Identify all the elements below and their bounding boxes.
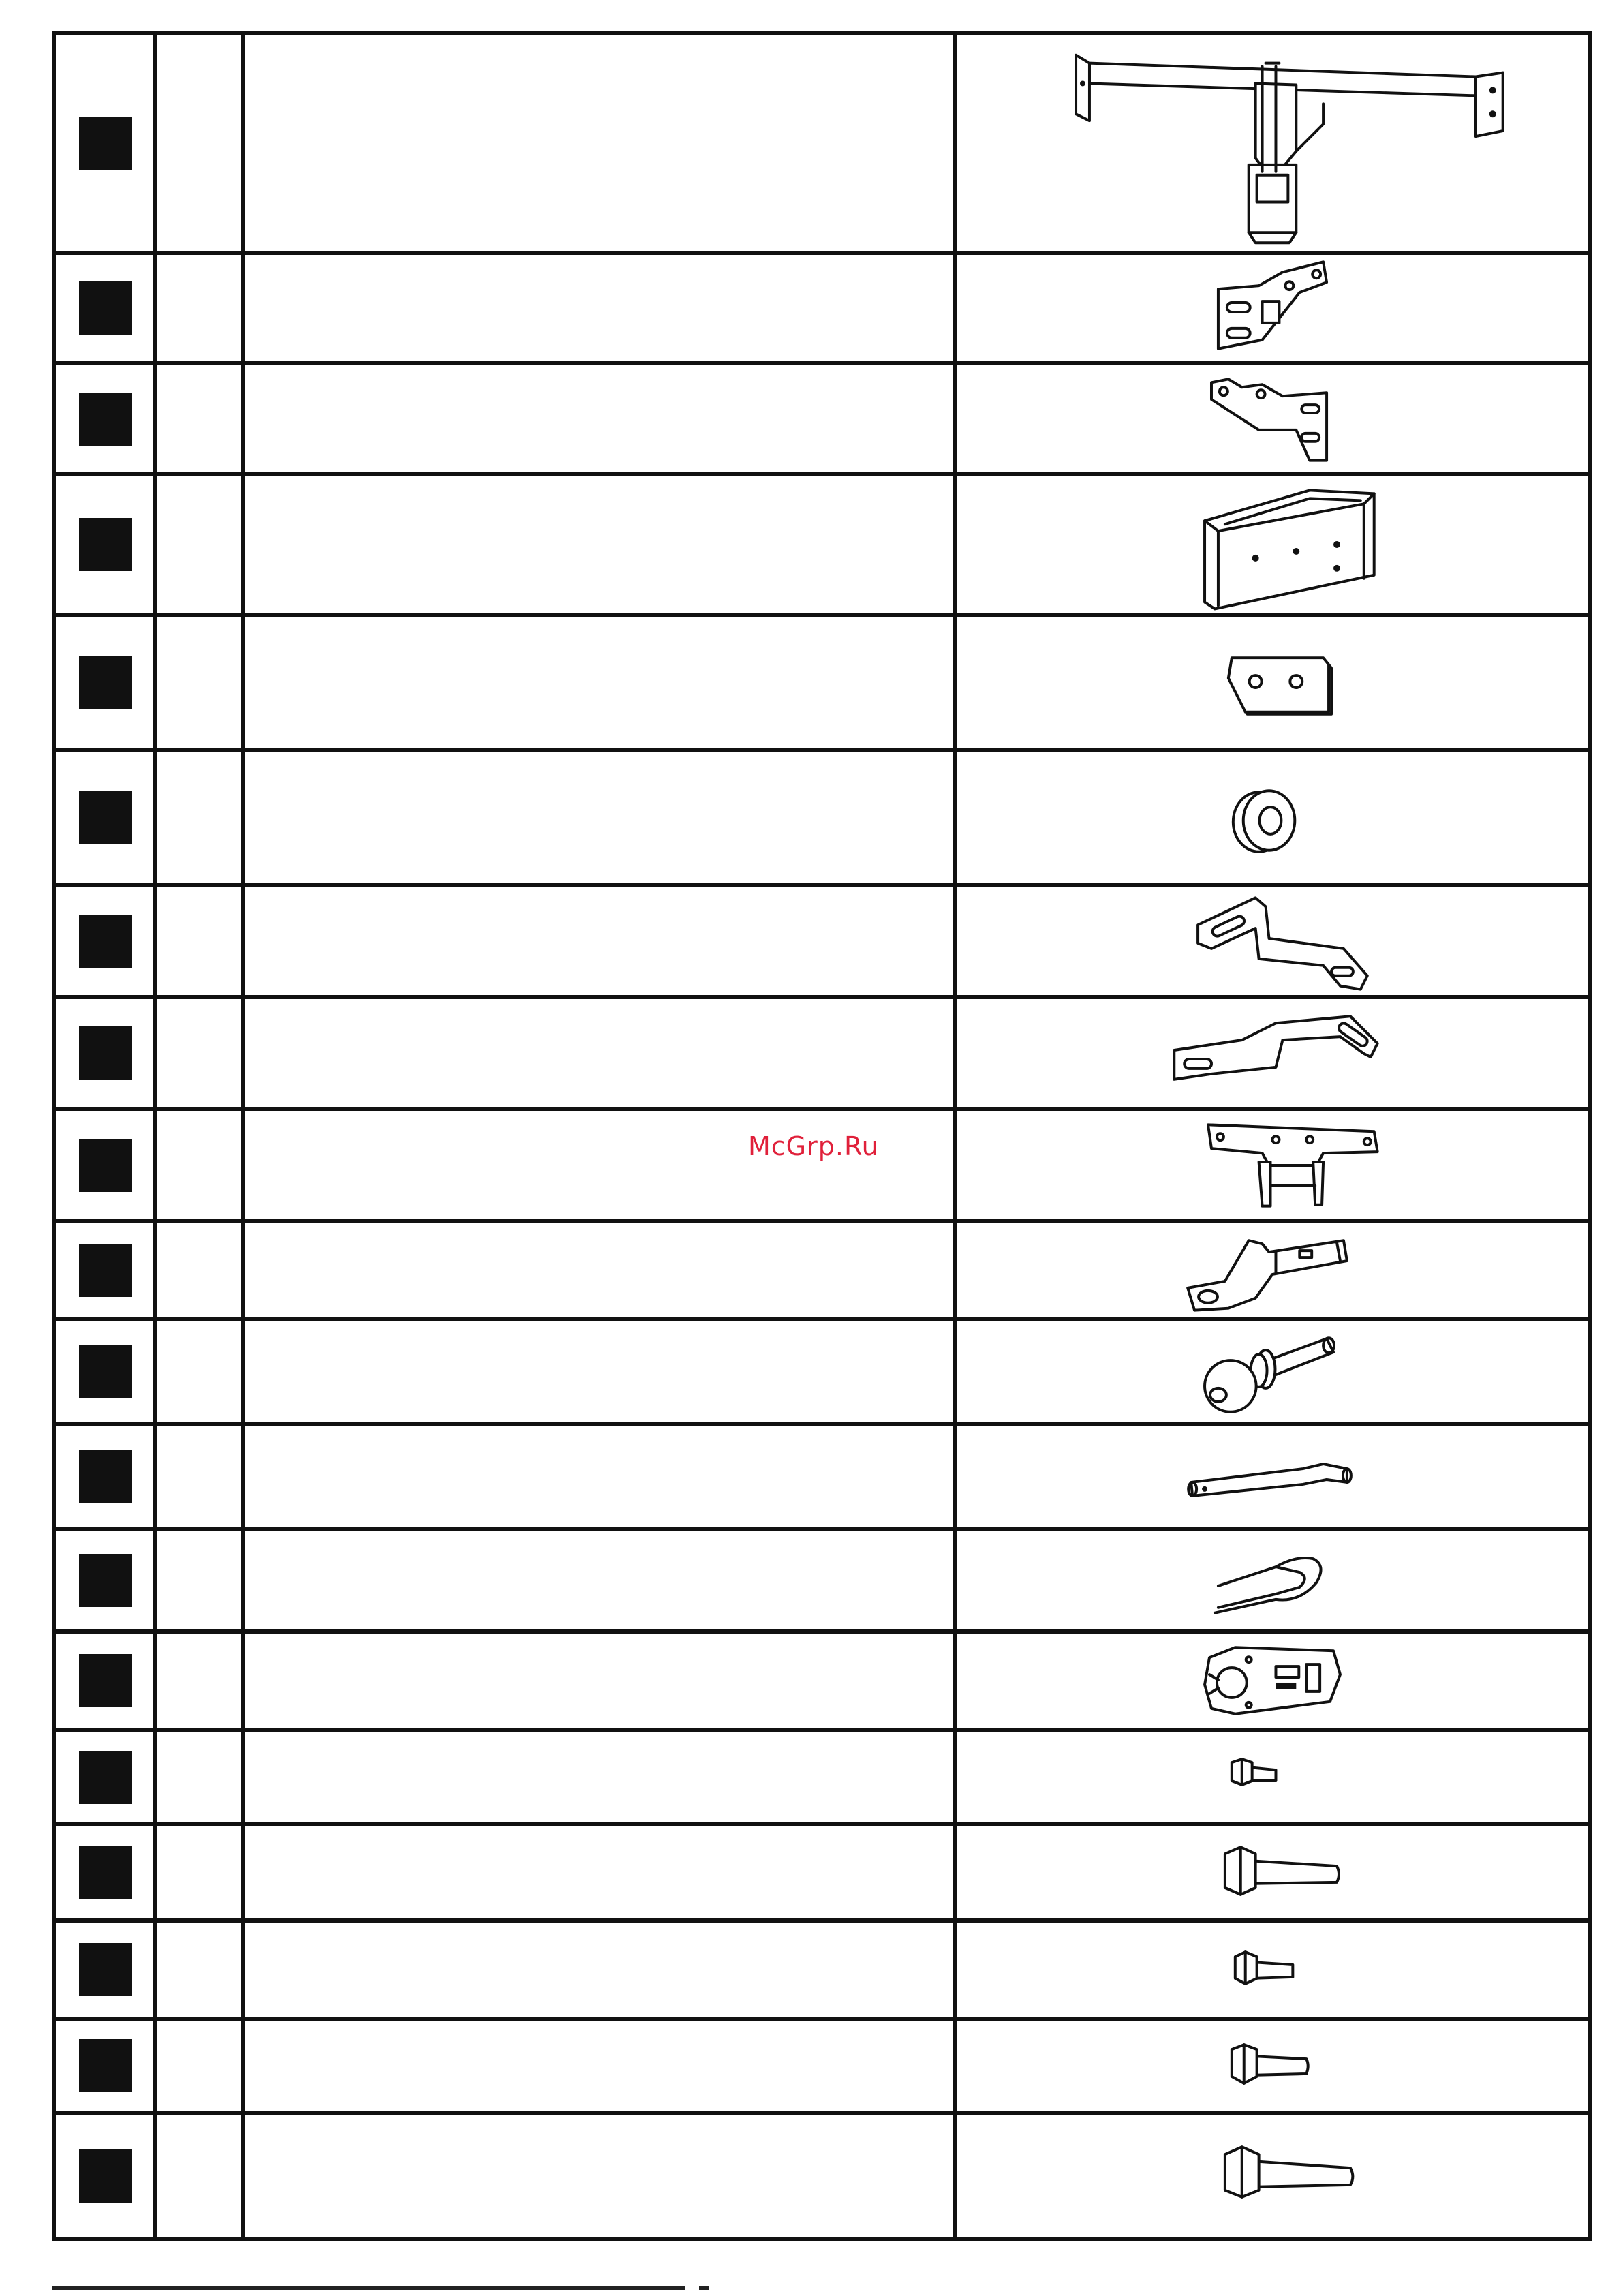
image-cell xyxy=(957,1223,1588,1317)
quantity-cell xyxy=(157,2115,245,2237)
description-cell xyxy=(245,2021,957,2111)
description-cell xyxy=(245,999,957,1107)
quantity-cell xyxy=(157,1531,245,1629)
black-square-marker xyxy=(79,393,132,446)
table-row xyxy=(56,35,1588,255)
small-bolt-icon xyxy=(957,1732,1588,1822)
index-cell xyxy=(56,1732,157,1822)
index-cell xyxy=(56,255,157,361)
black-square-marker xyxy=(79,791,132,844)
hitch-pin-icon xyxy=(957,1426,1588,1527)
black-square-marker xyxy=(79,1751,132,1804)
black-square-marker xyxy=(79,2149,132,2203)
black-square-marker xyxy=(79,2039,132,2092)
image-cell xyxy=(957,1634,1588,1728)
table-row xyxy=(56,1111,1588,1223)
spacer-bushing-icon xyxy=(957,752,1588,883)
image-cell xyxy=(957,2021,1588,2111)
image-cell xyxy=(957,255,1588,361)
image-cell xyxy=(957,2115,1588,2237)
black-square-marker xyxy=(79,1450,132,1503)
table-row xyxy=(56,1531,1588,1634)
plate-icon xyxy=(957,617,1588,748)
index-cell xyxy=(56,35,157,251)
table-row xyxy=(56,1826,1588,1923)
description-cell xyxy=(245,1426,957,1527)
description-cell xyxy=(245,1223,957,1317)
index-cell xyxy=(56,1923,157,2017)
mounting-bracket-icon xyxy=(957,365,1588,472)
table-row xyxy=(56,1634,1588,1732)
quantity-cell xyxy=(157,476,245,613)
description-cell xyxy=(245,1923,957,2017)
black-square-marker xyxy=(79,656,132,709)
quantity-cell xyxy=(157,1826,245,1918)
quantity-cell xyxy=(157,2021,245,2111)
description-cell xyxy=(245,1531,957,1629)
index-cell xyxy=(56,2021,157,2111)
quantity-cell xyxy=(157,617,245,748)
table-row xyxy=(56,752,1588,887)
large-bolt-icon xyxy=(957,1826,1588,1918)
description-cell xyxy=(245,1321,957,1422)
index-cell xyxy=(56,1223,157,1317)
black-square-marker xyxy=(79,117,132,170)
description-cell xyxy=(245,476,957,613)
image-cell xyxy=(957,1321,1588,1422)
quantity-cell xyxy=(157,887,245,995)
table-row xyxy=(56,617,1588,752)
image-cell xyxy=(957,1111,1588,1219)
image-cell xyxy=(957,887,1588,995)
description-cell xyxy=(245,2115,957,2237)
index-cell xyxy=(56,1531,157,1629)
table-row xyxy=(56,1923,1588,2021)
quantity-cell xyxy=(157,35,245,251)
table-row xyxy=(56,999,1588,1111)
quantity-cell xyxy=(157,1426,245,1527)
index-cell xyxy=(56,617,157,748)
table-row xyxy=(56,1426,1588,1531)
image-cell xyxy=(957,1732,1588,1822)
quantity-cell xyxy=(157,365,245,472)
description-cell xyxy=(245,255,957,361)
ball-mount-icon xyxy=(957,1223,1588,1317)
small-bolt-icon xyxy=(957,1923,1588,2017)
description-cell xyxy=(245,887,957,995)
quantity-cell xyxy=(157,999,245,1107)
image-cell xyxy=(957,365,1588,472)
tow-bar-crossbeam-icon xyxy=(957,35,1588,251)
table-row xyxy=(56,2115,1588,2237)
image-cell xyxy=(957,1531,1588,1629)
quantity-cell xyxy=(157,1732,245,1822)
black-square-marker xyxy=(79,281,132,335)
medium-bolt-icon xyxy=(957,2021,1588,2111)
bent-strap-icon xyxy=(957,887,1588,995)
index-cell xyxy=(56,1634,157,1728)
black-square-marker xyxy=(79,1026,132,1080)
quantity-cell xyxy=(157,1923,245,2017)
box-bracket-icon xyxy=(957,476,1588,613)
image-cell xyxy=(957,1426,1588,1527)
footer-divider xyxy=(52,2286,685,2290)
image-cell xyxy=(957,35,1588,251)
description-cell xyxy=(245,1732,957,1822)
image-cell xyxy=(957,752,1588,883)
quantity-cell xyxy=(157,1321,245,1422)
spring-clip-icon xyxy=(957,1531,1588,1629)
index-cell xyxy=(56,999,157,1107)
description-cell xyxy=(245,1826,957,1918)
socket-plate-icon xyxy=(957,1634,1588,1728)
table-row xyxy=(56,887,1588,999)
table-row xyxy=(56,1321,1588,1426)
black-square-marker xyxy=(79,1654,132,1707)
table-row xyxy=(56,255,1588,365)
index-cell xyxy=(56,1111,157,1219)
quantity-cell xyxy=(157,1223,245,1317)
footer-mark xyxy=(699,2286,709,2290)
table-row xyxy=(56,1732,1588,1826)
socket-bracket-icon xyxy=(957,1111,1588,1219)
black-square-marker xyxy=(79,518,132,571)
table-row xyxy=(56,2021,1588,2115)
table-row xyxy=(56,476,1588,617)
image-cell xyxy=(957,1923,1588,2017)
description-cell xyxy=(245,752,957,883)
description-cell xyxy=(245,35,957,251)
black-square-marker xyxy=(79,1846,132,1899)
index-cell xyxy=(56,476,157,613)
mounting-bracket-icon xyxy=(957,255,1588,361)
black-square-marker xyxy=(79,1345,132,1398)
table-row xyxy=(56,1223,1588,1321)
image-cell xyxy=(957,476,1588,613)
description-cell xyxy=(245,1634,957,1728)
bent-strap-icon xyxy=(957,999,1588,1107)
description-cell xyxy=(245,365,957,472)
index-cell xyxy=(56,365,157,472)
black-square-marker xyxy=(79,1244,132,1297)
image-cell xyxy=(957,617,1588,748)
index-cell xyxy=(56,1426,157,1527)
image-cell xyxy=(957,999,1588,1107)
black-square-marker xyxy=(79,915,132,968)
watermark: McGrp.Ru xyxy=(748,1131,879,1161)
index-cell xyxy=(56,887,157,995)
black-square-marker xyxy=(79,1554,132,1607)
large-bolt-icon xyxy=(957,2115,1588,2237)
quantity-cell xyxy=(157,1634,245,1728)
black-square-marker xyxy=(79,1943,132,1996)
index-cell xyxy=(56,1321,157,1422)
quantity-cell xyxy=(157,1111,245,1219)
tow-ball-icon xyxy=(957,1321,1588,1422)
image-cell xyxy=(957,1826,1588,1918)
description-cell xyxy=(245,1111,957,1219)
index-cell xyxy=(56,752,157,883)
quantity-cell xyxy=(157,752,245,883)
quantity-cell xyxy=(157,255,245,361)
description-cell xyxy=(245,617,957,748)
index-cell xyxy=(56,1826,157,1918)
index-cell xyxy=(56,2115,157,2237)
black-square-marker xyxy=(79,1139,132,1192)
table-row xyxy=(56,365,1588,476)
